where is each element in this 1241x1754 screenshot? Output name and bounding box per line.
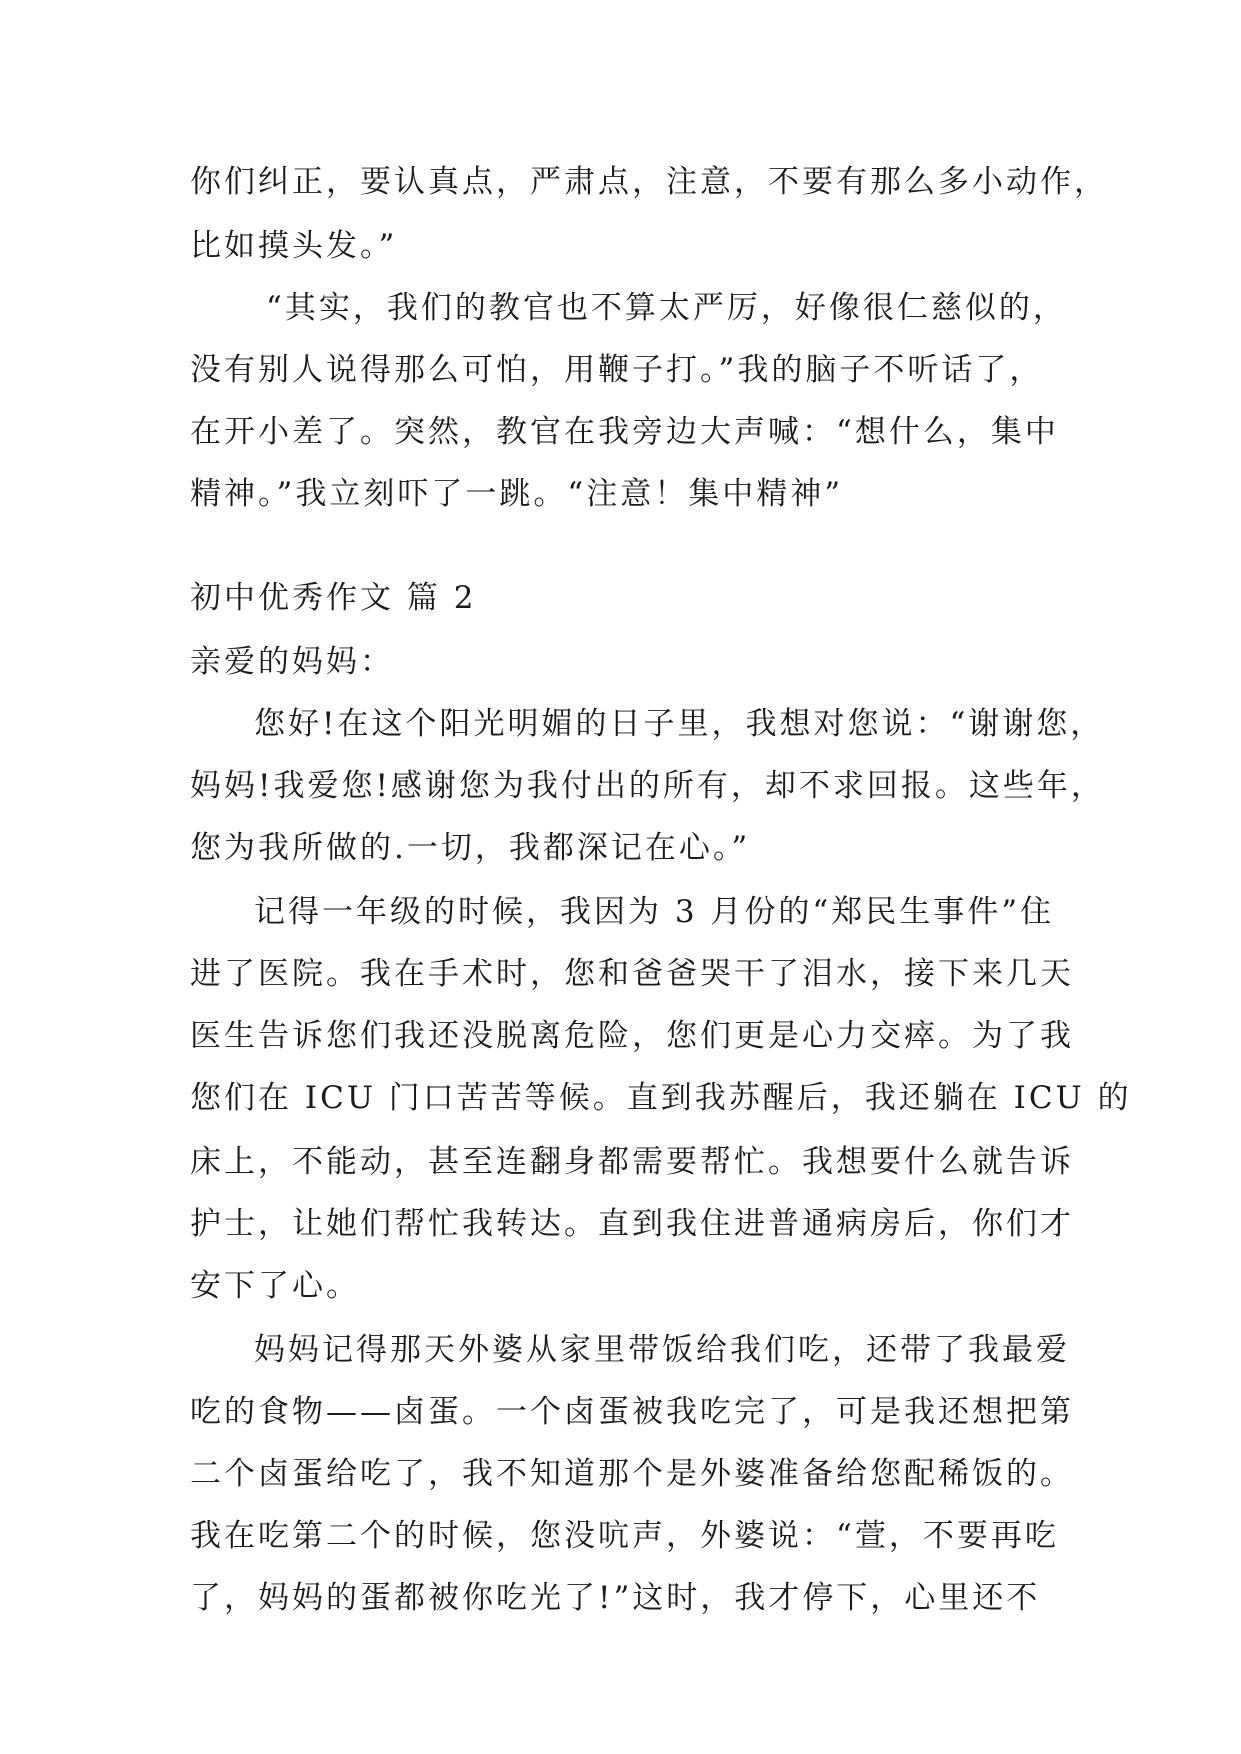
letter-salutation: 亲爱的妈妈： — [190, 644, 394, 680]
section-heading: 初中优秀作文 篇 2 — [190, 580, 477, 616]
text-line: 进了医院。我在手术时，您和爸爸哭干了泪水，接下来几天 — [190, 956, 1074, 992]
text-line: 二个卤蛋给吃了，我不知道那个是外婆准备给您配稀饭的。 — [190, 1456, 1074, 1492]
text-line: 我在吃第二个的时候，您没吭声，外婆说：“萱，不要再吃 — [190, 1518, 1059, 1554]
text-line: 安下了心。 — [190, 1268, 360, 1304]
text-line: 在开小差了。突然，教官在我旁边大声喊：“想什么，集中 — [190, 414, 1059, 450]
paragraph-first-line: 妈妈记得那天外婆从家里带饭给我们吃，还带了我最爱 — [254, 1332, 1070, 1368]
text-line: 了，妈妈的蛋都被你吃光了!”这时，我才停下，心里还不 — [190, 1580, 1041, 1616]
text-line: 吃的食物——卤蛋。一个卤蛋被我吃完了，可是我还想把第 — [190, 1394, 1074, 1430]
paragraph-first-line: 您好!在这个阳光明媚的日子里，我想对您说：“谢谢您， — [254, 706, 1105, 742]
text-line: 没有别人说得那么可怕，用鞭子打。”我的脑子不听话了， — [190, 352, 1044, 388]
text-line: 床上，不能动，甚至连翻身都需要帮忙。我想要什么就告诉 — [190, 1144, 1074, 1180]
text-line: 精神。”我立刻吓了一跳。“注意！集中精神” — [190, 476, 844, 512]
text-line: 比如摸头发。” — [190, 228, 398, 264]
paragraph-first-line: 记得一年级的时候，我因为 3 月份的“郑民生事件”住 — [254, 894, 1055, 930]
text-line: 您为我所做的.一切，我都深记在心。” — [190, 830, 751, 866]
paragraph-first-line: “其实，我们的教官也不算太严厉，好像很仁慈似的， — [266, 290, 1067, 326]
text-line: 护士，让她们帮忙我转达。直到我住进普通病房后，你们才 — [190, 1206, 1074, 1242]
text-line: 妈妈!我爱您!感谢您为我付出的所有，却不求回报。这些年， — [190, 768, 1105, 804]
text-line: 医生告诉您们我还没脱离危险，您们更是心力交瘁。为了我 — [190, 1018, 1074, 1054]
text-line: 您们在 ICU 门口苦苦等候。直到我苏醒后，我还躺在 ICU 的 — [190, 1080, 1132, 1116]
text-line: 你们纠正，要认真点，严肃点，注意，不要有那么多小动作， — [190, 164, 1108, 200]
